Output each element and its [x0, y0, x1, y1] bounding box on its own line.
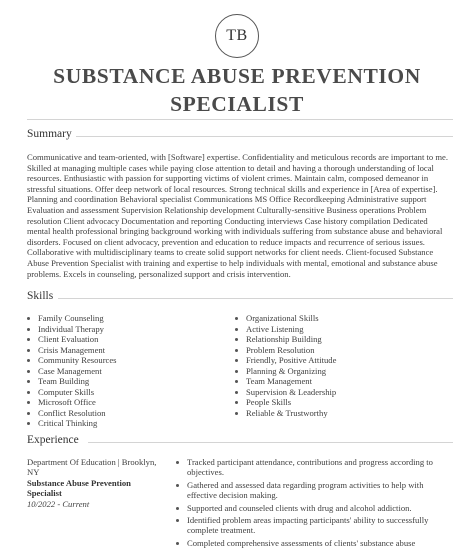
skill-item: Team Management — [235, 376, 336, 387]
summary-rule — [76, 136, 453, 137]
skill-item: Client Evaluation — [27, 334, 117, 345]
skill-item: Planning & Organizing — [235, 366, 336, 377]
summary-heading: Summary — [27, 128, 72, 140]
skill-item: Problem Resolution — [235, 345, 336, 356]
skill-item: Individual Therapy — [27, 324, 117, 335]
skills-heading: Skills — [27, 290, 54, 302]
page-title — [20, 62, 454, 118]
skills-list-right — [235, 313, 336, 418]
skill-item: Reliable & Trustworthy — [235, 408, 336, 419]
skill-item: Active Listening — [235, 324, 336, 335]
experience-rule — [88, 442, 453, 443]
job-bullet: Supported and counseled clients with drug and alcohol addiction. — [176, 503, 454, 513]
title-line-2: SPECIALIST — [170, 92, 304, 116]
job-employer: Department Of Education | Brooklyn, NY — [27, 457, 157, 478]
skill-item: Team Building — [27, 376, 117, 387]
job-position: Substance Abuse Prevention Specialist — [27, 477, 131, 499]
job-bullets — [176, 457, 454, 550]
skill-item: Microsoft Office — [27, 397, 117, 408]
job-bullet: Gathered and assessed data regarding program activities to help with effective decision making. — [176, 480, 454, 501]
monogram-badge — [215, 14, 259, 58]
skill-item: Supervision & Leadership — [235, 387, 336, 398]
job-meta — [27, 457, 167, 509]
skill-item: Critical Thinking — [27, 418, 117, 429]
skills-list-left — [27, 313, 117, 429]
skill-item: Case Management — [27, 366, 117, 377]
experience-heading: Experience — [27, 434, 79, 446]
job-bullet: Completed comprehensive assessments of clients' substance abuse — [176, 538, 454, 548]
skill-item: Family Counseling — [27, 313, 117, 324]
skill-item: Community Resources — [27, 355, 117, 366]
skill-item: Computer Skills — [27, 387, 117, 398]
job-dates: 10/2022 - Current — [27, 498, 90, 509]
skill-item: Organizational Skills — [235, 313, 336, 324]
title-line-1: SUBSTANCE ABUSE PREVENTION — [53, 64, 421, 88]
skill-item: Relationship Building — [235, 334, 336, 345]
monogram-initials: TB — [226, 27, 248, 44]
job-bullet: Identified problem areas impacting participants' ability to successfully complete treatment. — [176, 515, 454, 536]
skills-rule — [58, 298, 453, 299]
skill-item: Friendly, Positive Attitude — [235, 355, 336, 366]
header-divider — [27, 119, 453, 120]
skill-item: People Skills — [235, 397, 336, 408]
summary-text: Communicative and team-oriented, with [Software] expertise. Confidentiality and meticulous records are important to me. Skilled at managing multiple cases while paying close attention to detail and having a thorough understanding of local resources. Enthusiastic with passion for supporting victims of violent crimes. Maintain calm, composed demeanor in stressful situations. Offer deep network of local resources. Strong technical skills and experience in [Area of expertise]. Planning and coordination Behavioral specialist Communications MS Office Recordkeeping Administrative support Evaluation and assessment Supervision Relationship development Culturally-sensitive Business operations Problem resolution Client advocacy Documentation and reporting Conducting interviews Case history compilation Dedicated mental health professional bringing background working with individuals suffering from substance abuse and behavioral disorders. Focused on client advocacy, prevention and education to reduce impacts and recurrence of serious issues. Collaborative with multidisciplinary teams to create solid support networks for client needs. Client-focused Substance Abuse Prevention Specialist with training and expertise to help individuals with mental, emotional and substance abuse problems. Excels in counseling, personalized support and crisis intervention. — [27, 152, 448, 279]
job-bullet: Tracked participant attendance, contributions and progress according to objectives. — [176, 457, 454, 478]
skill-item: Crisis Management — [27, 345, 117, 356]
skill-item: Conflict Resolution — [27, 408, 117, 419]
